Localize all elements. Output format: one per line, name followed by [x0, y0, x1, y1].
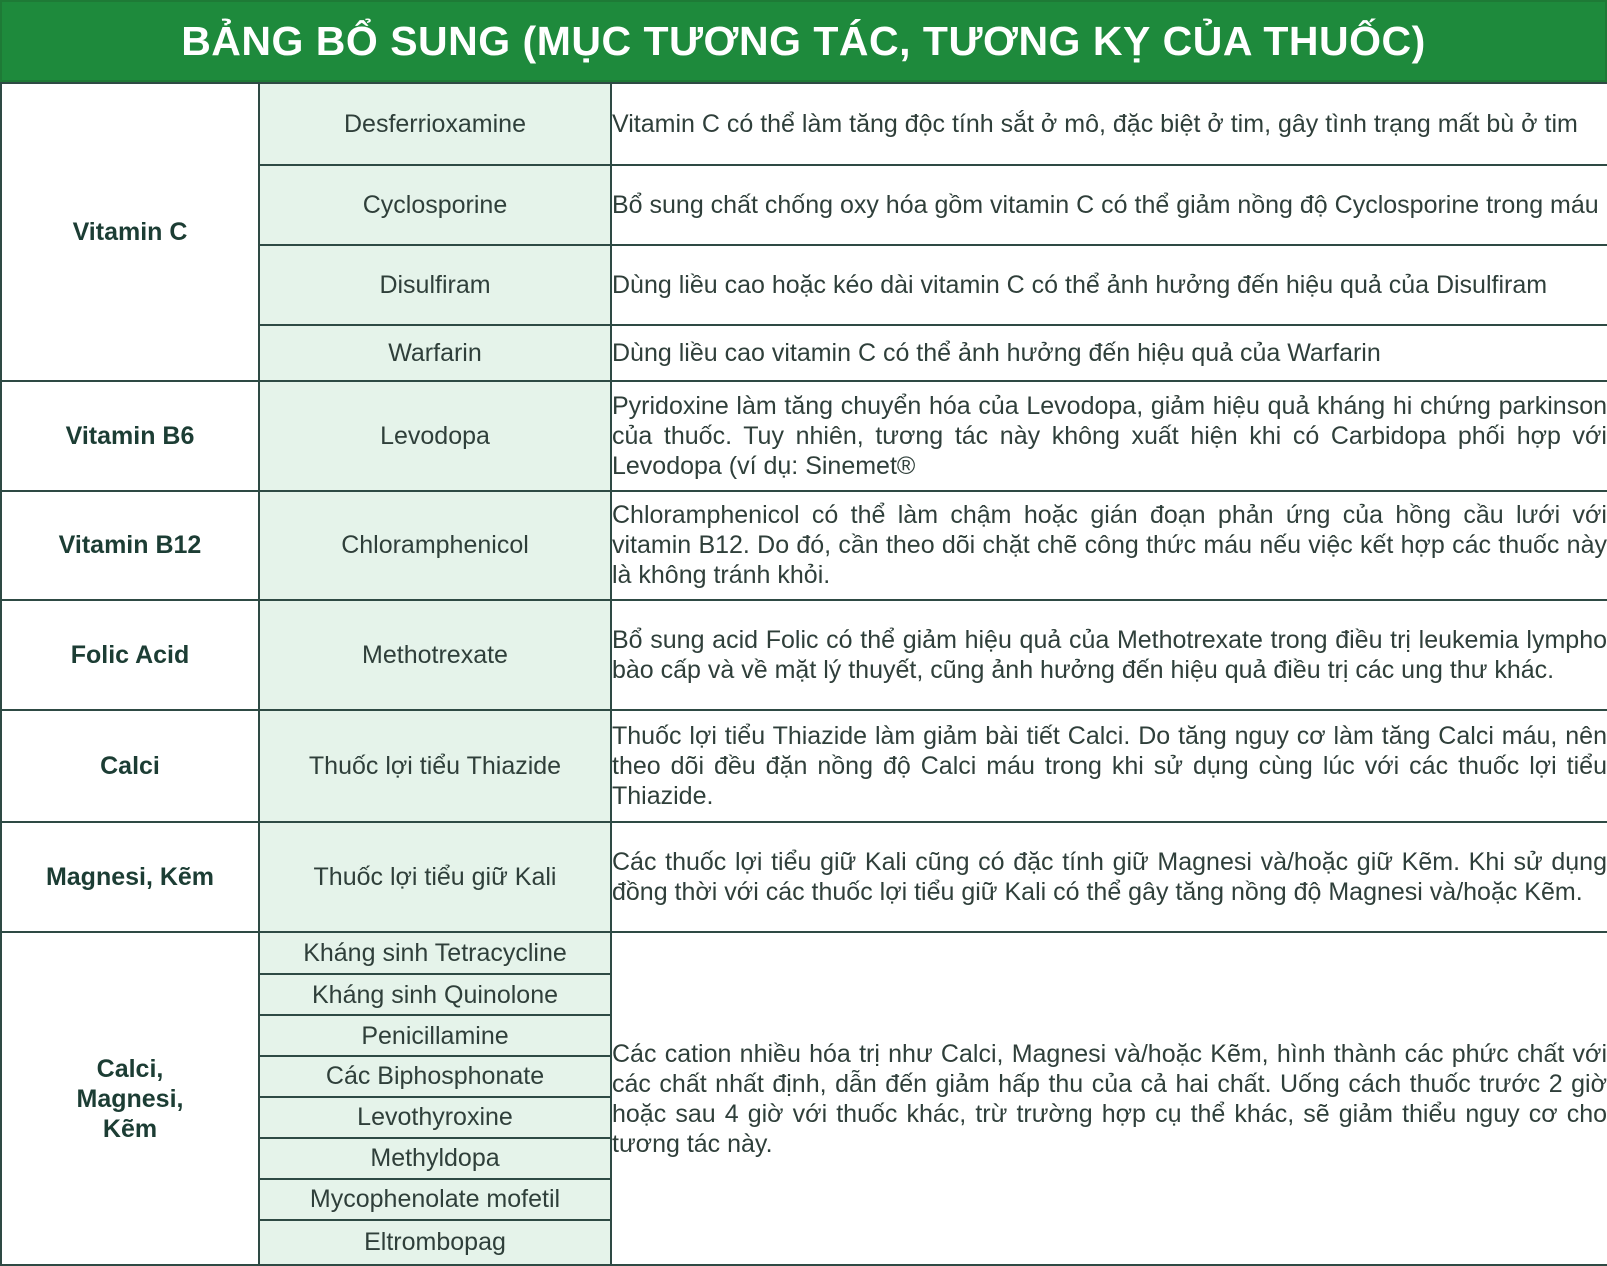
drug-cell: Kháng sinh Tetracycline: [259, 932, 611, 974]
drug-cell: Chloramphenicol: [259, 491, 611, 601]
drug-cell: Levodopa: [259, 381, 611, 491]
drug-cell: Disulfiram: [259, 245, 611, 325]
drug-cell: Warfarin: [259, 325, 611, 381]
supplement-cell: Vitamin B12: [1, 491, 259, 601]
effect-cell: Vitamin C có thể làm tăng độc tính sắt ở mô, đặc biệt ở tim, gây tình trạng mất bù ở tim: [611, 83, 1607, 165]
supplement-cell: Vitamin C: [1, 83, 259, 381]
table-row: [1, 710, 1607, 823]
table-row: [1, 600, 1607, 710]
drug-cell: Levothyroxine: [259, 1097, 611, 1138]
supplement-cell: Vitamin B6: [1, 381, 259, 491]
supplement-cell: Calci: [1, 710, 259, 823]
supplement-cell: Folic Acid: [1, 600, 259, 710]
table-row: [1, 822, 1607, 932]
drug-cell: Các Biphosphonate: [259, 1056, 611, 1097]
drug-cell: Cyclosporine: [259, 165, 611, 245]
drug-cell: Eltrombopag: [259, 1220, 611, 1265]
table-row: [1, 932, 1607, 974]
drug-cell: Mycophenolate mofetil: [259, 1179, 611, 1220]
effect-cell: Bổ sung chất chống oxy hóa gồm vitamin C có thể giảm nồng độ Cyclosporine trong máu: [611, 165, 1607, 245]
effect-cell: Chloramphenicol có thể làm chậm hoặc gián đoạn phản ứng của hồng cầu lưới với vitamin B12. Do đó, cần theo dõi chặt chẽ công thức máu nếu việc kết hợp các thuốc này là không tránh khỏi.: [611, 491, 1607, 601]
effect-cell: Dùng liều cao vitamin C có thể ảnh hưởng đến hiệu quả của Warfarin: [611, 325, 1607, 381]
effect-cell: Pyridoxine làm tăng chuyển hóa của Levodopa, giảm hiệu quả kháng hi chứng parkinson của thuốc. Tuy nhiên, tương tác này không xuất hiện khi có Carbidopa phối hợp với Levodopa (ví dụ: Sinemet®: [611, 381, 1607, 491]
drug-cell: Methyldopa: [259, 1138, 611, 1179]
supplement-cell: Calci, Magnesi, Kẽm: [1, 932, 259, 1265]
effect-cell: Các thuốc lợi tiểu giữ Kali cũng có đặc tính giữ Magnesi và/hoặc giữ Kẽm. Khi sử dụng đồng thời với các thuốc lợi tiểu giữ Kali có thể gây tăng nồng độ Magnesi và/hoặc Kẽm.: [611, 822, 1607, 932]
table-row: [1, 83, 1607, 165]
drug-cell: Kháng sinh Quinolone: [259, 974, 611, 1015]
interaction-table: [0, 82, 1607, 1266]
drug-cell: Penicillamine: [259, 1015, 611, 1056]
drug-cell: Desferrioxamine: [259, 83, 611, 165]
effect-cell: Dùng liều cao hoặc kéo dài vitamin C có thể ảnh hưởng đến hiệu quả của Disulfiram: [611, 245, 1607, 325]
table-row: [1, 491, 1607, 601]
supplement-cell: Magnesi, Kẽm: [1, 822, 259, 932]
effect-cell: Các cation nhiều hóa trị như Calci, Magnesi và/hoặc Kẽm, hình thành các phức chất với các chất nhất định, dẫn đến giảm hấp thu của cả hai chất. Uống cách thuốc trước 2 giờ hoặc sau 4 giờ với thuốc khác, trừ trường hợp cụ thể khác, sẽ giảm thiểu nguy cơ cho tương tác này.: [611, 932, 1607, 1265]
effect-cell: Thuốc lợi tiểu Thiazide làm giảm bài tiết Calci. Do tăng nguy cơ làm tăng Calci máu, nên theo dõi đều đặn nồng độ Calci máu trong khi sử dụng cùng lúc với các thuốc lợi tiểu Thiazide.: [611, 710, 1607, 823]
effect-cell: Bổ sung acid Folic có thể giảm hiệu quả của Methotrexate trong điều trị leukemia lympho bào cấp và về mặt lý thuyết, cũng ảnh hưởng đến hiệu quả điều trị các ung thư khác.: [611, 600, 1607, 710]
table-title-text: BẢNG BỔ SUNG (MỤC TƯƠNG TÁC, TƯƠNG KỴ CỦA THUỐC): [181, 17, 1426, 64]
drug-cell: Methotrexate: [259, 600, 611, 710]
drug-cell: Thuốc lợi tiểu giữ Kali: [259, 822, 611, 932]
table-title: [0, 0, 1607, 82]
table-row: [1, 381, 1607, 491]
drug-cell: Thuốc lợi tiểu Thiazide: [259, 710, 611, 823]
